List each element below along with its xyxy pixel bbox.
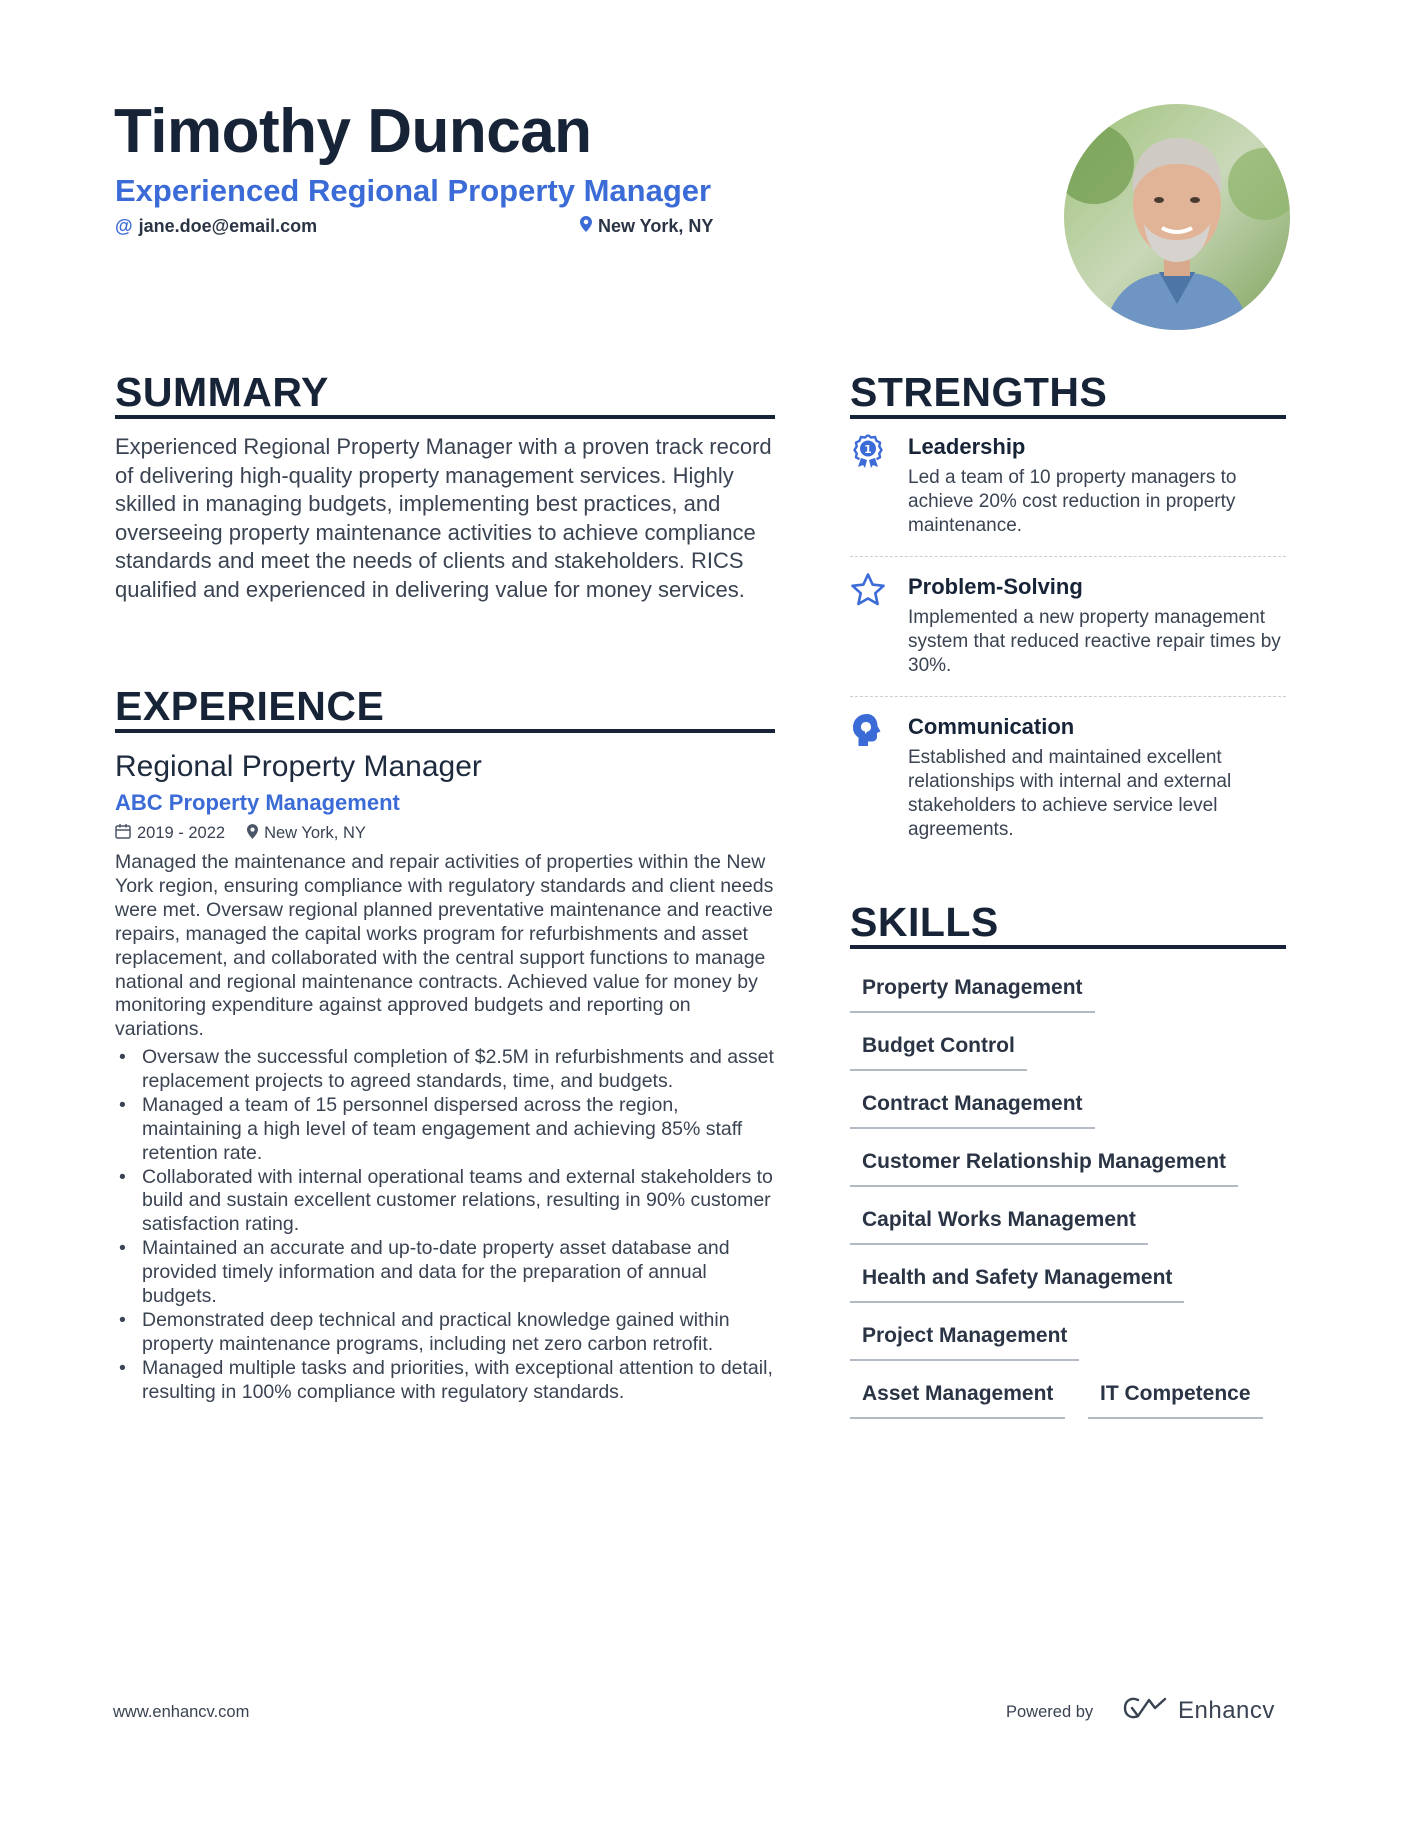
candidate-headline: Experienced Regional Property Manager (115, 173, 712, 208)
company-name: ABC Property Management (115, 790, 400, 815)
strength-title: Leadership (908, 434, 1026, 459)
strength-desc: Led a team of 10 property managers to achieve 20% cost reduction in property maintenance. (908, 467, 1237, 536)
strength-title: Communication (908, 714, 1075, 739)
strengths-rule (850, 415, 1286, 419)
enhancv-logo[interactable] (1122, 1695, 1275, 1726)
strengths-heading: STRENGTHS (850, 369, 1108, 415)
calendar-icon (115, 823, 131, 843)
email-text: jane.doe@email.com (138, 216, 318, 236)
summary-rule (115, 415, 775, 419)
skill-tag: Contract Management (850, 1090, 1095, 1129)
job-dates: 2019 - 2022 (137, 823, 226, 842)
list-item: • Maintained an accurate and up-to-date property asset database and provided timely information and data for the preparation of annual budgets. (115, 1237, 781, 1309)
summary-heading: SUMMARY (115, 369, 329, 415)
job-title: Regional Property Manager (115, 750, 482, 783)
strength-title: Problem-Solving (908, 574, 1083, 599)
experience-heading: EXPERIENCE (115, 683, 385, 729)
strength-desc: Implemented a new property management system that reduced reactive repair times by 30%. (908, 607, 1281, 676)
brand-text: Enhancv (1178, 1696, 1275, 1724)
avatar (1064, 104, 1290, 330)
enhancv-logo-icon (1122, 1695, 1168, 1726)
head-bubble-icon (850, 712, 886, 748)
skill-tag: Budget Control (850, 1032, 1027, 1071)
skill-tag: Capital Works Management (850, 1206, 1148, 1245)
summary-text: Experienced Regional Property Manager with a proven track record of delivering high-quality property management services. Highly skilled in managing budgets, implementing best practices, and overseeing property maintenance activities to achieve compliance standards and meet the needs of clients and stakeholders. RICS qualified and experienced in delivering value for money services. (115, 434, 772, 602)
skill-tag: Project Management (850, 1322, 1079, 1361)
map-pin-icon (247, 824, 258, 843)
footer-url[interactable]: www.enhancv.com (113, 1703, 250, 1721)
award-ribbon-icon (850, 432, 886, 468)
contact-email[interactable] (115, 216, 317, 237)
list-item: • Oversaw the successful completion of $2.5M in refurbishments and asset replacement projects to agreed standards, time, and budgets. (115, 1046, 781, 1094)
strength-divider (850, 556, 1286, 557)
location-text: New York, NY (598, 216, 714, 236)
skill-tag: Customer Relationship Management (850, 1148, 1238, 1187)
at-icon: @ (115, 216, 133, 236)
star-icon (850, 572, 886, 608)
job-location: New York, NY (264, 823, 366, 842)
strength-divider (850, 696, 1286, 697)
candidate-name: Timothy Duncan (114, 97, 592, 166)
strength-desc: Established and maintained excellent relationships with internal and external stakeholders to achieve service level agreements. (908, 747, 1232, 840)
list-item: • Demonstrated deep technical and practical knowledge gained within property maintenance programs, including net zero carbon retrofit. (115, 1309, 781, 1357)
contact-location (580, 216, 713, 237)
experience-rule (115, 729, 775, 733)
skill-tag: IT Competence (1088, 1380, 1263, 1419)
skill-tag: Health and Safety Management (850, 1264, 1184, 1303)
job-meta (115, 823, 366, 843)
list-item: • Managed a team of 15 personnel dispersed across the region, maintaining a high level of team engagement and achieving 85% staff retention rate. (115, 1094, 781, 1166)
job-bullets (115, 1046, 781, 1405)
list-item: • Collaborated with internal operational teams and external stakeholders to build and sustain excellent customer relations, resulting in 90% customer satisfaction rating. (115, 1166, 781, 1238)
list-item: • Managed multiple tasks and priorities, with exceptional attention to detail, resulting in 100% compliance with regulatory standards. (115, 1357, 781, 1405)
footer-powered-by: Powered by (1006, 1703, 1094, 1721)
map-pin-icon (580, 216, 592, 237)
skill-tag: Property Management (850, 974, 1095, 1013)
skills-rule (850, 945, 1286, 949)
skill-tag: Asset Management (850, 1380, 1065, 1419)
job-description: Managed the maintenance and repair activities of properties within the New York region, ensuring compliance with regulatory standards and client needs were met. Oversaw regional planned preventative maintenance and reactive repairs, managed the capital works program for refurbishments and asset replacement, and collaborated with the central support functions to manage national and regional maintenance contracts. Achieved value for money by monitoring expenditure against approved budgets and reporting on variations. (115, 851, 774, 1041)
svg-text:1: 1 (864, 443, 872, 456)
skills-heading: SKILLS (850, 899, 999, 945)
